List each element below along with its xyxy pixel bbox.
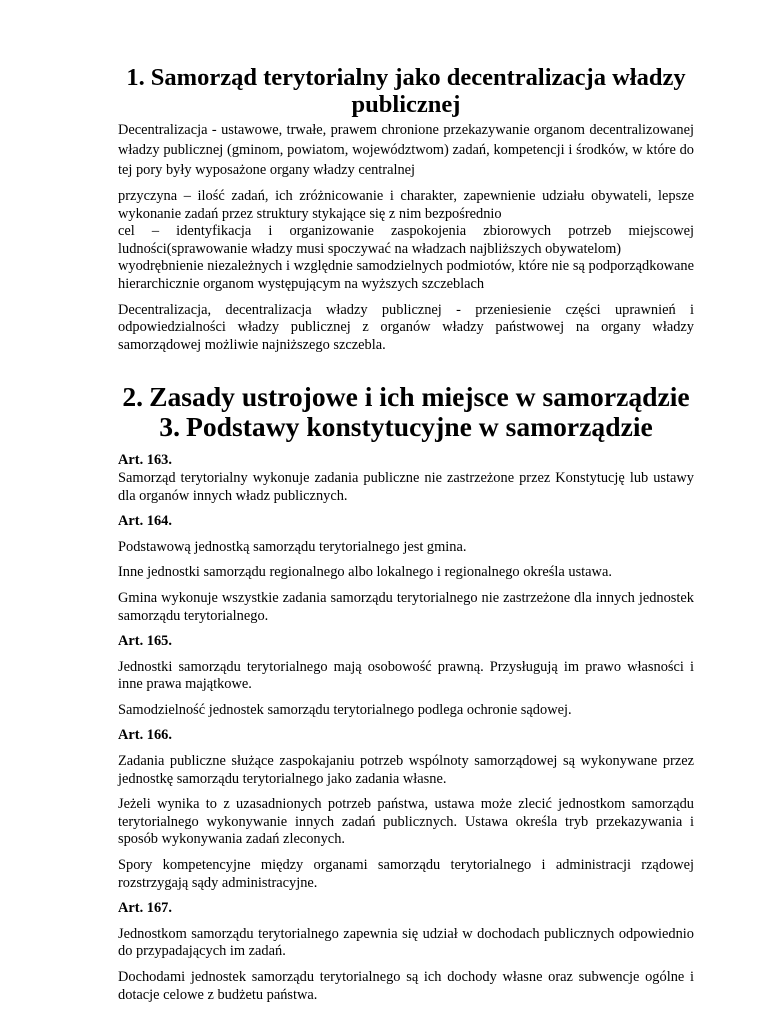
section-2-number: 2. [122, 381, 144, 413]
article-paragraph: Zadania publiczne służące zaspokajaniu potrzeb wspólnoty samorządowej są wykonywane przez jednostkę samorządu terytorialnego jako zadania własne. [118, 753, 694, 787]
article-paragraph: Jednostkom samorządu terytorialnego zapewnia się udział w dochodach publicznych odpowiednio do przypadających im zadań. [118, 925, 694, 960]
article-paragraph: Podstawową jednostką samorządu terytorialnego jest gmina. [118, 538, 467, 555]
section-1-title: Samorząd terytorialny jako decentralizacja władzy publicznej [150, 64, 686, 118]
reason-line: cel – identyfikacja i organizowanie zaspokojenia zbiorowych potrzeb miejscowej ludności(sprawowanie władzy musi spoczywać na władzach najbliższych obywatelom) [118, 223, 694, 257]
reason-line: wyodrębnienie niezależnych i względnie samodzielnych podmiotów, które nie są podporządkowane hierarchicznie organom występującym na wyższych szczeblach [118, 258, 694, 292]
section-3-number: 3. [159, 411, 180, 443]
article-paragraph: Samodzielność jednostek samorządu terytorialnego podlega ochronie sądowej. [118, 701, 572, 718]
article-paragraph: Dochodami jednostek samorządu terytorialnego są ich dochody własne oraz subwencje ogólne i dotacje celowe z budżetu państwa. [118, 969, 694, 1003]
article-label: Art. 167. [118, 900, 172, 917]
article-label: Art. 165. [118, 633, 172, 650]
article-paragraph: Samorząd terytorialny wykonuje zadania publiczne nie zastrzeżone przez Konstytucję lub ustawy dla organów innych władz publicznych. [118, 469, 694, 504]
section-1-number: 1. [126, 64, 145, 91]
article-paragraph: Gmina wykonuje wszystkie zadania samorządu terytorialnego nie zastrzeżone dla innych jednostek samorządu terytorialnego. [118, 589, 694, 624]
article-paragraph: Jednostki samorządu terytorialnego mają osobowość prawną. Przysługują im prawo własności i inne prawa majątkowe. [118, 658, 694, 693]
document-page [118, 64, 694, 1012]
article-label: Art. 166. [118, 727, 172, 744]
decentralization-definition: Decentralizacja - ustawowe, trwałe, prawem chronione przekazywanie organom decentralizowanej władzy publicznej (gminom, powiatom, województwom) zadań, kompetencji i środków, w które do tej pory były wyposażone organy władzy centralnej [118, 122, 694, 178]
decentralization-summary: Decentralizacja, decentralizacja władzy publicznej - przeniesienie części uprawnień i odpowiedzialności władzy publicznej z organów władzy państwowej na organy władzy samorządowej możliwie najniższego szczebla. [118, 301, 694, 353]
article-label: Art. 163. [118, 452, 172, 469]
reason-line: przyczyna – ilość zadań, ich zróżnicowanie i charakter, zapewnienie udziału obywateli, lepsze wykonanie zadań przez struktury stykające się z nim bezpośrednio [118, 188, 694, 222]
section-2-title: Zasady ustrojowe i ich miejsce w samorządzie [149, 381, 690, 413]
spacer [118, 442, 694, 452]
decentralization-reasons [118, 188, 694, 294]
article-paragraph: Inne jednostki samorządu regionalnego albo lokalnego i regionalnego określa ustawa. [118, 564, 612, 581]
section-3-title: Podstawy konstytucyjne w samorządzie [185, 411, 653, 443]
section-1-heading [96, 64, 716, 118]
section-2-heading [118, 382, 694, 412]
article-paragraph: Jeżeli wynika to z uzasadnionych potrzeb państwa, ustawa może zlecić jednostkom samorządu terytorialnego wykonywanie innych zadań publicznych. Ustawa określa tryb przekazywania i sposób wykonywania zadań zleconych. [118, 796, 694, 848]
section-3-heading [118, 412, 694, 442]
article-paragraph: Spory kompetencyjne między organami samorządu terytorialnego i administracji rządowej rozstrzygają sądy administracyjne. [118, 857, 694, 891]
spacer [118, 362, 694, 382]
article-label: Art. 164. [118, 513, 172, 530]
